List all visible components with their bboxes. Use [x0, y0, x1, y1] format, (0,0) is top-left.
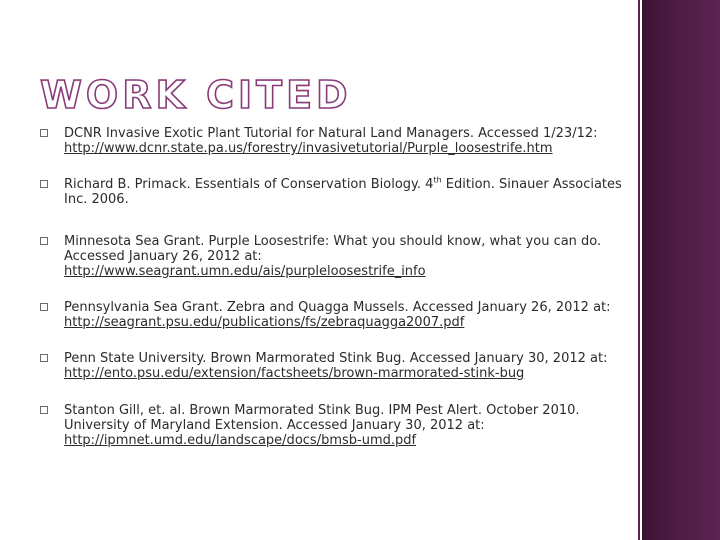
square-outline-icon [40, 303, 48, 311]
reference-text [64, 177, 630, 207]
square-outline-icon [40, 406, 48, 414]
reference-link[interactable]: http://www.seagrant.umn.edu/ais/purpleloosestrife_info [64, 264, 426, 279]
edition-superscript: th [433, 175, 442, 185]
reference-text: Penn State University. Brown Marmorated Stink Bug. Accessed January 30, 2012 at: [64, 351, 608, 366]
reference-item-4 [40, 300, 630, 330]
reference-item-1 [40, 126, 630, 156]
reference-item-2 [40, 177, 630, 207]
square-outline-icon [40, 354, 48, 362]
reference-text: DCNR Invasive Exotic Plant Tutorial for Natural Land Managers. Accessed 1/23/12: [64, 126, 598, 141]
reference-link[interactable]: http://ipmnet.umd.edu/landscape/docs/bmsb-umd.pdf [64, 433, 417, 448]
reference-link[interactable]: http://www.dcnr.state.pa.us/forestry/invasivetutorial/Purple_loosestrife.htm [64, 141, 553, 156]
reference-link[interactable]: http://ento.psu.edu/extension/factsheets/brown-marmorated-stink-bug [64, 366, 525, 381]
reference-text: Stanton Gill, et. al. Brown Marmorated Stink Bug. IPM Pest Alert. October 2010. University of Maryland Extension. Accessed January 30, 2012 at: [64, 403, 580, 433]
square-outline-icon [40, 237, 48, 245]
square-outline-icon [40, 129, 48, 137]
reference-text-start: Richard B. Primack. Essentials of Conservation Biology. 4 [64, 177, 434, 192]
slide-title: WORK CITED [40, 73, 352, 117]
reference-text-end: Edition. Sinauer Associates Inc. 2006. [64, 177, 622, 207]
reference-text: Pennsylvania Sea Grant. Zebra and Quagga Mussels. Accessed January 26, 2012 at: [64, 300, 611, 315]
reference-item-6 [40, 403, 630, 448]
reference-link[interactable]: http://seagrant.psu.edu/publications/fs/zebraquagga2007.pdf [64, 315, 465, 330]
reference-item-3 [40, 234, 630, 279]
sidebar-divider [638, 0, 640, 540]
reference-text: Minnesota Sea Grant. Purple Loosestrife: What you should know, what you can do. Accessed January 26, 2012 at: [64, 234, 602, 264]
reference-list [40, 126, 630, 448]
reference-item-5 [40, 351, 630, 381]
decorative-sidebar [642, 0, 720, 540]
square-outline-icon [40, 180, 48, 188]
